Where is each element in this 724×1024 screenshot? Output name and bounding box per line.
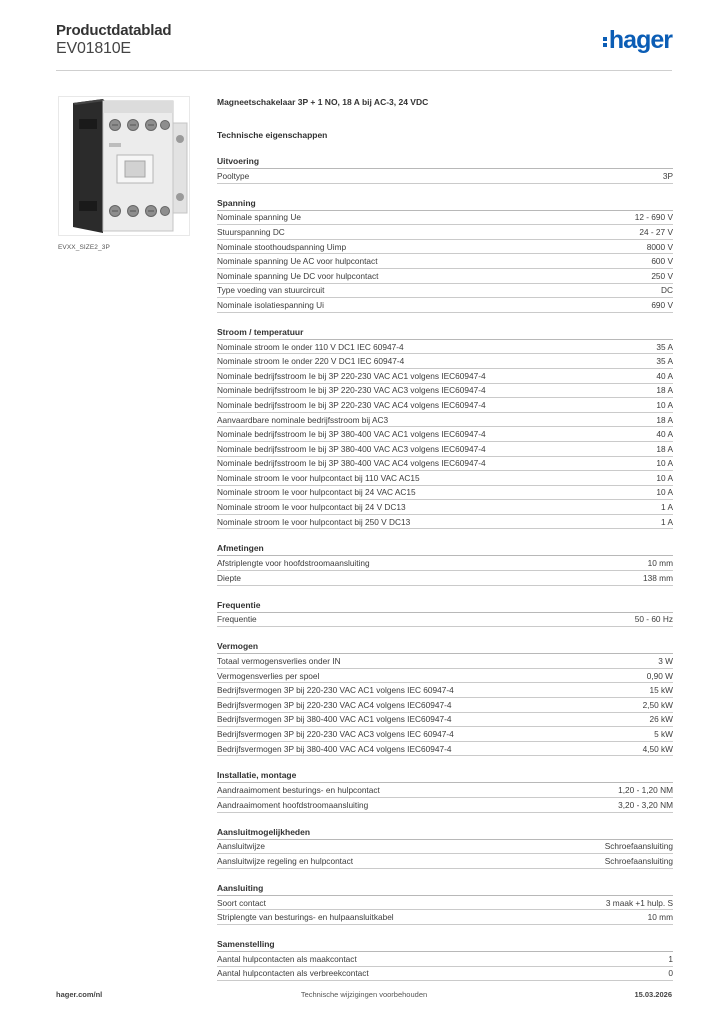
product-title: Magneetschakelaar 3P + 1 NO, 18 A bij AC-3, 24 VDC — [217, 97, 429, 107]
spec-row — [217, 413, 673, 428]
spec-label: Striplengte van besturings- en hulpaansluitkabel — [217, 912, 394, 923]
spec-value: 50 - 60 Hz — [634, 614, 673, 625]
spec-row — [217, 698, 673, 713]
hager-logo — [603, 27, 672, 53]
spec-label: Aansluitwijze regeling en hulpcontact — [217, 855, 354, 866]
spec-row — [217, 515, 673, 530]
spec-label: Type voeding van stuurcircuit — [217, 285, 325, 296]
spec-value: 35 A — [656, 356, 673, 367]
spec-group-title: Spanning — [217, 198, 673, 211]
footer-date: 15.03.2026 — [634, 990, 672, 999]
spec-label: Aantal hulpcontacten als verbreekcontact — [217, 968, 369, 979]
spec-label: Bedrijfsvermogen 3P bij 220-230 VAC AC4 volgens IEC60947-4 — [217, 699, 452, 710]
spec-group — [217, 156, 673, 184]
spec-label: Nominale spanning Ue DC voor hulpcontact — [217, 270, 379, 281]
spec-label: Nominale stroom Ie voor hulpcontact bij 24 VAC AC15 — [217, 487, 416, 498]
spec-value: 18 A — [656, 414, 673, 425]
spec-row — [217, 967, 673, 982]
spec-row — [217, 896, 673, 911]
spec-row — [217, 613, 673, 628]
spec-row — [217, 269, 673, 284]
spec-row — [217, 783, 673, 798]
spec-value: 3,20 - 3,20 NM — [618, 799, 673, 810]
spec-row — [217, 952, 673, 967]
spec-label: Nominale isolatiespanning Ui — [217, 299, 324, 310]
spec-label: Aandraaimoment hoofdstroomaansluiting — [217, 799, 369, 810]
spec-row — [217, 798, 673, 813]
spec-label: Diepte — [217, 572, 241, 583]
spec-row — [217, 427, 673, 442]
header-divider — [56, 70, 672, 71]
spec-label: Nominale stroom Ie voor hulpcontact bij 110 VAC AC15 — [217, 472, 420, 483]
spec-value: 690 V — [651, 299, 673, 310]
spec-label: Nominale stroom Ie voor hulpcontact bij 24 V DC13 — [217, 502, 406, 513]
spec-label: Bedrijfsvermogen 3P bij 380-400 VAC AC4 volgens IEC60947-4 — [217, 743, 452, 754]
spec-row — [217, 654, 673, 669]
spec-value: 1 — [668, 953, 673, 964]
spec-label: Nominale bedrijfsstroom Ie bij 3P 220-230 VAC AC4 volgens IEC60947-4 — [217, 399, 486, 410]
spec-row — [217, 340, 673, 355]
spec-row — [217, 486, 673, 501]
spec-row — [217, 500, 673, 515]
spec-group — [217, 327, 673, 530]
spec-label: Bedrijfsvermogen 3P bij 380-400 VAC AC1 volgens IEC60947-4 — [217, 714, 452, 725]
spec-value: 18 A — [656, 385, 673, 396]
spec-group-title: Vermogen — [217, 641, 673, 654]
spec-label: Vermogensverlies per spoel — [217, 670, 320, 681]
spec-value: 1,20 - 1,20 NM — [618, 785, 673, 796]
spec-value: 40 A — [656, 429, 673, 440]
spec-row — [217, 298, 673, 313]
spec-value: DC — [661, 285, 673, 296]
spec-label: Nominale bedrijfsstroom Ie bij 3P 220-230 VAC AC3 volgens IEC60947-4 — [217, 385, 486, 396]
spec-group-title: Aansluiting — [217, 883, 673, 896]
spec-value: 4,50 kW — [642, 743, 673, 754]
spec-value: 250 V — [651, 270, 673, 281]
spec-value: Schroefaansluiting — [604, 841, 673, 852]
spec-group — [217, 827, 673, 869]
spec-value: 600 V — [651, 256, 673, 267]
spec-label: Totaal vermogensverlies onder IN — [217, 656, 341, 667]
spec-group-title: Afmetingen — [217, 543, 673, 556]
spec-value: 0 — [668, 968, 673, 979]
spec-label: Afstriplengte voor hoofdstroomaansluiting — [217, 558, 370, 569]
contactor-illustration-icon — [59, 97, 190, 236]
spec-value: 3 maak +1 hulp. S — [605, 897, 673, 908]
spec-value: 12 - 690 V — [634, 212, 673, 223]
spec-value: 1 A — [661, 516, 673, 527]
spec-value: 10 mm — [647, 558, 673, 569]
spec-group-title: Installatie, montage — [217, 770, 673, 783]
spec-row — [217, 284, 673, 299]
spec-row — [217, 571, 673, 586]
spec-group — [217, 641, 673, 756]
spec-row — [217, 683, 673, 698]
spec-label: Nominale stoothoudspanning Uimp — [217, 241, 347, 252]
spec-group-title: Frequentie — [217, 600, 673, 613]
spec-value: 5 kW — [654, 729, 673, 740]
spec-label: Stuurspanning DC — [217, 226, 285, 237]
logo-text: hager — [608, 26, 672, 54]
spec-group — [217, 600, 673, 628]
spec-value: 10 A — [656, 458, 673, 469]
spec-value: 0,90 W — [646, 670, 673, 681]
spec-group — [217, 770, 673, 812]
spec-groups — [217, 156, 673, 981]
spec-value: 10 mm — [647, 912, 673, 923]
spec-label: Nominale stroom Ie onder 110 V DC1 IEC 60947-4 — [217, 341, 404, 352]
spec-row — [217, 457, 673, 472]
spec-label: Frequentie — [217, 614, 257, 625]
footer-disclaimer: Technische wijzigingen voorbehouden — [300, 990, 428, 999]
spec-value: 35 A — [656, 341, 673, 352]
spec-label: Aansluitwijze — [217, 841, 265, 852]
spec-group-title: Stroom / temperatuur — [217, 327, 673, 340]
spec-label: Nominale bedrijfsstroom Ie bij 3P 220-230 VAC AC1 volgens IEC60947-4 — [217, 370, 486, 381]
spec-value: 2,50 kW — [642, 699, 673, 710]
spec-row — [217, 742, 673, 757]
spec-group — [217, 883, 673, 925]
spec-row — [217, 910, 673, 925]
spec-row — [217, 169, 673, 184]
spec-value: 10 A — [656, 472, 673, 483]
spec-value: 24 - 27 V — [639, 226, 673, 237]
spec-row — [217, 471, 673, 486]
spec-value: 138 mm — [643, 572, 673, 583]
spec-value: 40 A — [656, 370, 673, 381]
spec-value: 15 kW — [649, 685, 673, 696]
document-id: EV01810E — [56, 40, 131, 57]
spec-row — [217, 384, 673, 399]
spec-value: 3 W — [658, 656, 673, 667]
page-header — [56, 22, 672, 70]
spec-value: Schroefaansluiting — [604, 855, 673, 866]
spec-value: 26 kW — [649, 714, 673, 725]
spec-label: Nominale bedrijfsstroom Ie bij 3P 380-400 VAC AC1 volgens IEC60947-4 — [217, 429, 486, 440]
spec-label: Nominale spanning Ue AC voor hulpcontact — [217, 256, 378, 267]
spec-label: Nominale bedrijfsstroom Ie bij 3P 380-400 VAC AC3 volgens IEC60947-4 — [217, 443, 486, 454]
section-heading: Technische eigenschappen — [217, 130, 328, 140]
spec-row — [217, 442, 673, 457]
spec-group — [217, 939, 673, 981]
page-footer — [56, 990, 672, 1004]
spec-group-title: Uitvoering — [217, 156, 673, 169]
spec-row — [217, 727, 673, 742]
spec-value: 10 A — [656, 399, 673, 410]
spec-row — [217, 713, 673, 728]
image-caption: EVXX_SIZE2_3P — [58, 244, 110, 251]
spec-label: Nominale stroom Ie onder 220 V DC1 IEC 60947-4 — [217, 356, 405, 367]
spec-label: Aantal hulpcontacten als maakcontact — [217, 953, 357, 964]
spec-row — [217, 225, 673, 240]
spec-label: Nominale spanning Ue — [217, 212, 301, 223]
document-type: Productdatablad — [56, 22, 172, 39]
spec-value: 8000 V — [646, 241, 673, 252]
logo-mark-icon — [603, 36, 607, 48]
spec-row — [217, 254, 673, 269]
spec-row — [217, 354, 673, 369]
spec-label: Soort contact — [217, 897, 266, 908]
spec-label: Pooltype — [217, 170, 250, 181]
spec-label: Aanvaardbare nominale bedrijfsstroom bij AC3 — [217, 414, 389, 425]
spec-label: Bedrijfsvermogen 3P bij 220-230 VAC AC1 volgens IEC 60947-4 — [217, 685, 454, 696]
spec-label: Nominale bedrijfsstroom Ie bij 3P 380-400 VAC AC4 volgens IEC60947-4 — [217, 458, 486, 469]
product-image — [58, 96, 190, 236]
spec-row — [217, 556, 673, 571]
spec-group — [217, 543, 673, 585]
spec-group-title: Samenstelling — [217, 939, 673, 952]
footer-website: hager.com/nl — [56, 990, 103, 999]
spec-row — [217, 669, 673, 684]
spec-value: 1 A — [661, 502, 673, 513]
spec-label: Nominale stroom Ie voor hulpcontact bij 250 V DC13 — [217, 516, 411, 527]
spec-row — [217, 211, 673, 226]
spec-content — [217, 96, 673, 981]
spec-row — [217, 398, 673, 413]
spec-group-title: Aansluitmogelijkheden — [217, 827, 673, 840]
spec-row — [217, 369, 673, 384]
spec-row — [217, 840, 673, 855]
spec-row — [217, 854, 673, 869]
spec-label: Bedrijfsvermogen 3P bij 220-230 VAC AC3 volgens IEC 60947-4 — [217, 729, 454, 740]
spec-value: 18 A — [656, 443, 673, 454]
spec-group — [217, 198, 673, 313]
spec-row — [217, 240, 673, 255]
spec-value: 3P — [662, 170, 673, 181]
spec-value: 10 A — [656, 487, 673, 498]
spec-label: Aandraaimoment besturings- en hulpcontact — [217, 785, 380, 796]
